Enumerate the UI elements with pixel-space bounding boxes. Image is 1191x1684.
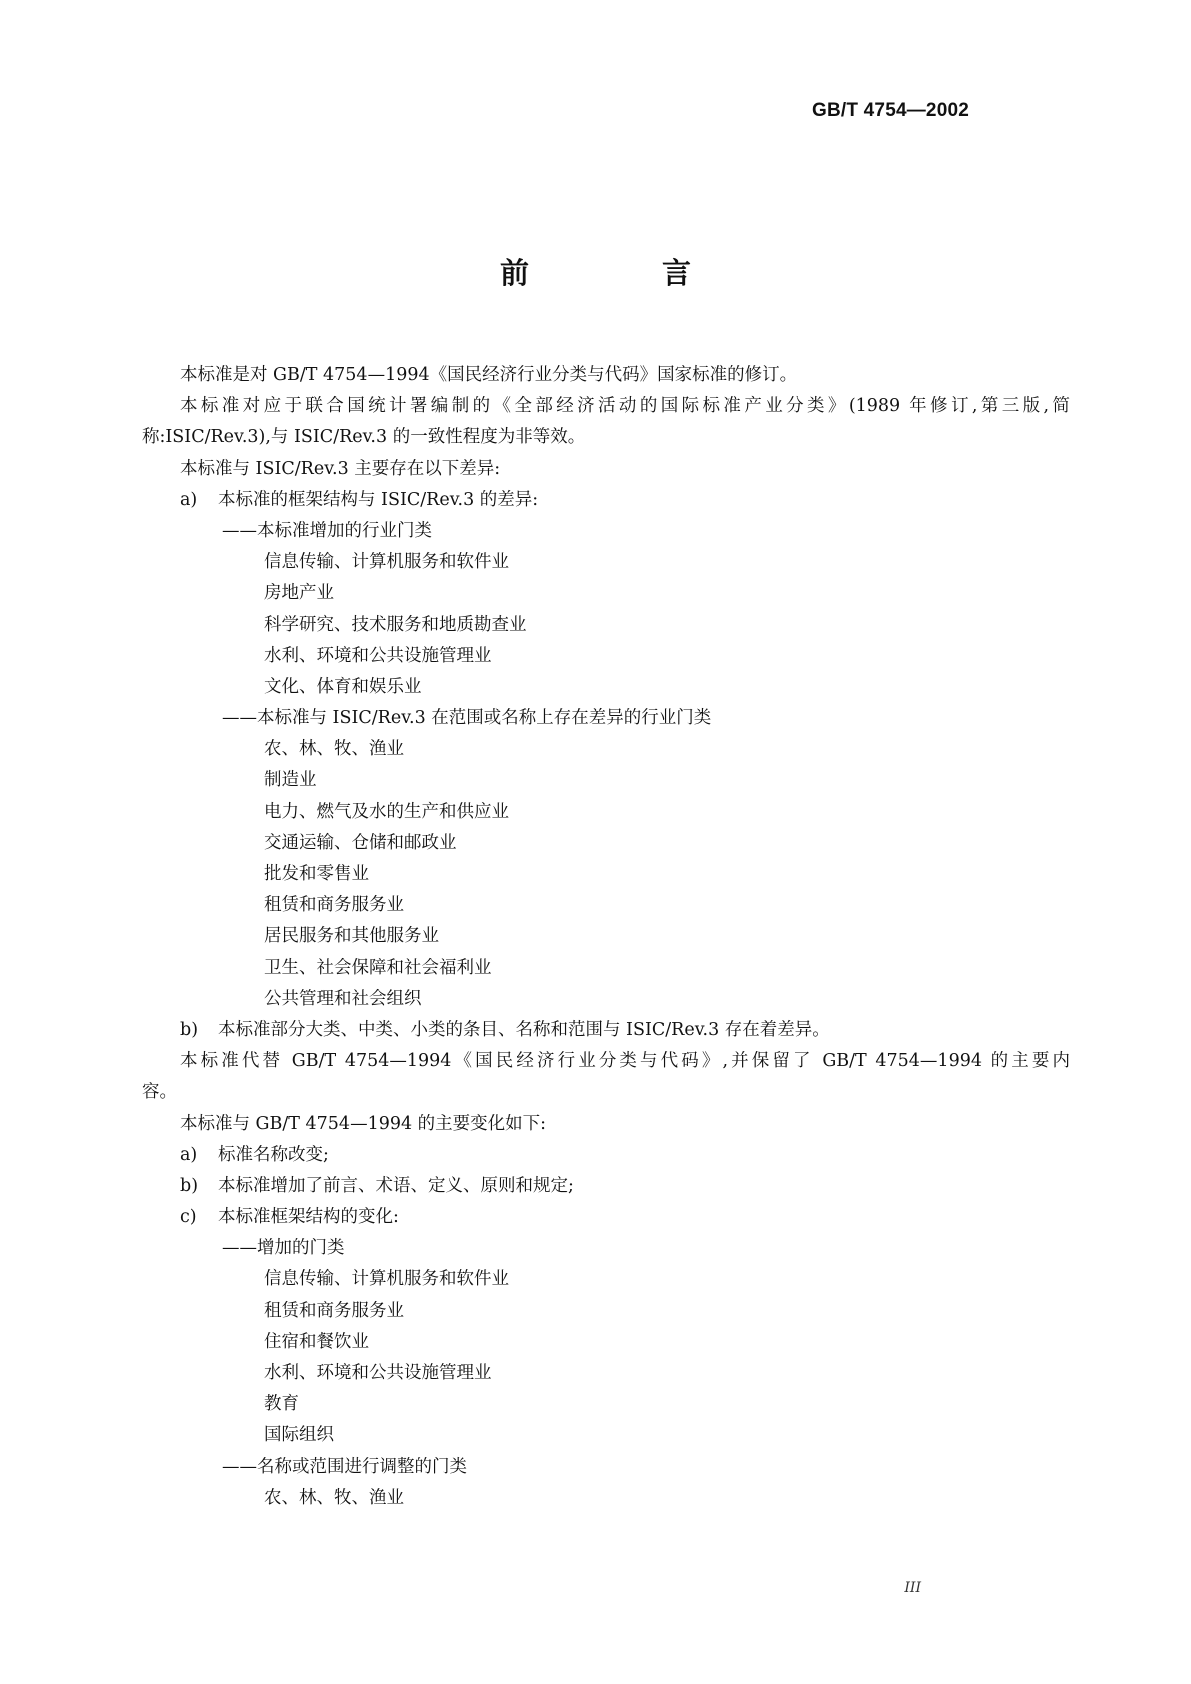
- list-item-text: 本标准部分大类、中类、小类的条目、名称和范围与 ISIC/Rev.3 存在着差异。: [218, 1019, 830, 1040]
- list-item: 房地产业: [264, 583, 334, 604]
- paragraph-line: 称:ISIC/Rev.3),与 ISIC/Rev.3 的一致性程度为非等效。: [142, 427, 586, 448]
- list-item: [142, 485, 1070, 516]
- list-item: [142, 1140, 1070, 1171]
- paragraph-line: 容。: [142, 1082, 177, 1103]
- list-item: 农、林、牧、渔业: [264, 1487, 404, 1508]
- list-item: 住宿和餐饮业: [264, 1331, 369, 1352]
- list-label: a): [180, 1144, 198, 1165]
- paragraph-line: 本标准代替 GB/T 4754—1994《国民经济行业分类与代码》,并保留了 GB/T 4754—1994 的主要内: [180, 1051, 1070, 1072]
- list-item: 水利、环境和公共设施管理业: [264, 1363, 492, 1383]
- list-item: 信息传输、计算机服务和软件业: [264, 1269, 509, 1290]
- list-item-text: 标准名称改变;: [218, 1144, 329, 1165]
- sub-heading: ——本标准与 ISIC/Rev.3 在范围或名称上存在差异的行业门类: [222, 708, 712, 729]
- standard-code: GB/T 4754—2002: [812, 100, 969, 121]
- list-item-text: 本标准增加了前言、术语、定义、原则和规定;: [218, 1175, 574, 1196]
- sub-heading: ——增加的门类: [222, 1238, 345, 1259]
- list-item: 租赁和商务服务业: [264, 1300, 404, 1321]
- list-label: b): [180, 1175, 199, 1196]
- list-item: 居民服务和其他服务业: [264, 926, 439, 947]
- list-item: 水利、环境和公共设施管理业: [264, 645, 492, 666]
- list-item: 农、林、牧、渔业: [264, 739, 404, 760]
- list-item: 科学研究、技术服务和地质勘查业: [264, 614, 527, 635]
- list-item: 文化、体育和娱乐业: [264, 676, 422, 697]
- list-item: 批发和零售业: [264, 864, 369, 884]
- list-item: 电力、燃气及水的生产和供应业: [264, 801, 509, 822]
- list-item: [142, 1202, 1070, 1233]
- list-item: 教育: [264, 1394, 299, 1415]
- list-item: 卫生、社会保障和社会福利业: [264, 957, 492, 978]
- list-label: b): [180, 1019, 199, 1040]
- list-item: [142, 1015, 1070, 1046]
- list-item: 信息传输、计算机服务和软件业: [264, 552, 509, 573]
- list-item: [142, 1171, 1070, 1202]
- sub-heading: ——本标准增加的行业门类: [222, 520, 432, 541]
- list-item-text: 本标准框架结构的变化:: [218, 1207, 399, 1228]
- list-item: 国际组织: [264, 1425, 334, 1446]
- paragraph-line: 本标准对应于联合国统计署编制的《全部经济活动的国际标准产业分类》(1989 年修订,第三版,简: [180, 396, 1070, 417]
- paragraph-line: 本标准与 ISIC/Rev.3 主要存在以下差异:: [180, 458, 501, 479]
- list-item: 交通运输、仓储和邮政业: [264, 832, 457, 853]
- document-body: [142, 360, 1070, 1514]
- list-label: c): [180, 1207, 197, 1228]
- list-label: a): [180, 489, 198, 510]
- list-item: 租赁和商务服务业: [264, 895, 404, 916]
- sub-heading: ——名称或范围进行调整的门类: [222, 1456, 467, 1477]
- list-item: 制造业: [264, 770, 317, 791]
- list-item: 公共管理和社会组织: [264, 988, 422, 1009]
- paragraph-line: 本标准与 GB/T 4754—1994 的主要变化如下:: [180, 1113, 547, 1134]
- list-item-text: 本标准的框架结构与 ISIC/Rev.3 的差异:: [218, 489, 539, 510]
- page-title: 前 言: [499, 256, 743, 290]
- page-number: III: [904, 1580, 921, 1596]
- paragraph-line: 本标准是对 GB/T 4754—1994《国民经济行业分类与代码》国家标准的修订。: [180, 365, 798, 385]
